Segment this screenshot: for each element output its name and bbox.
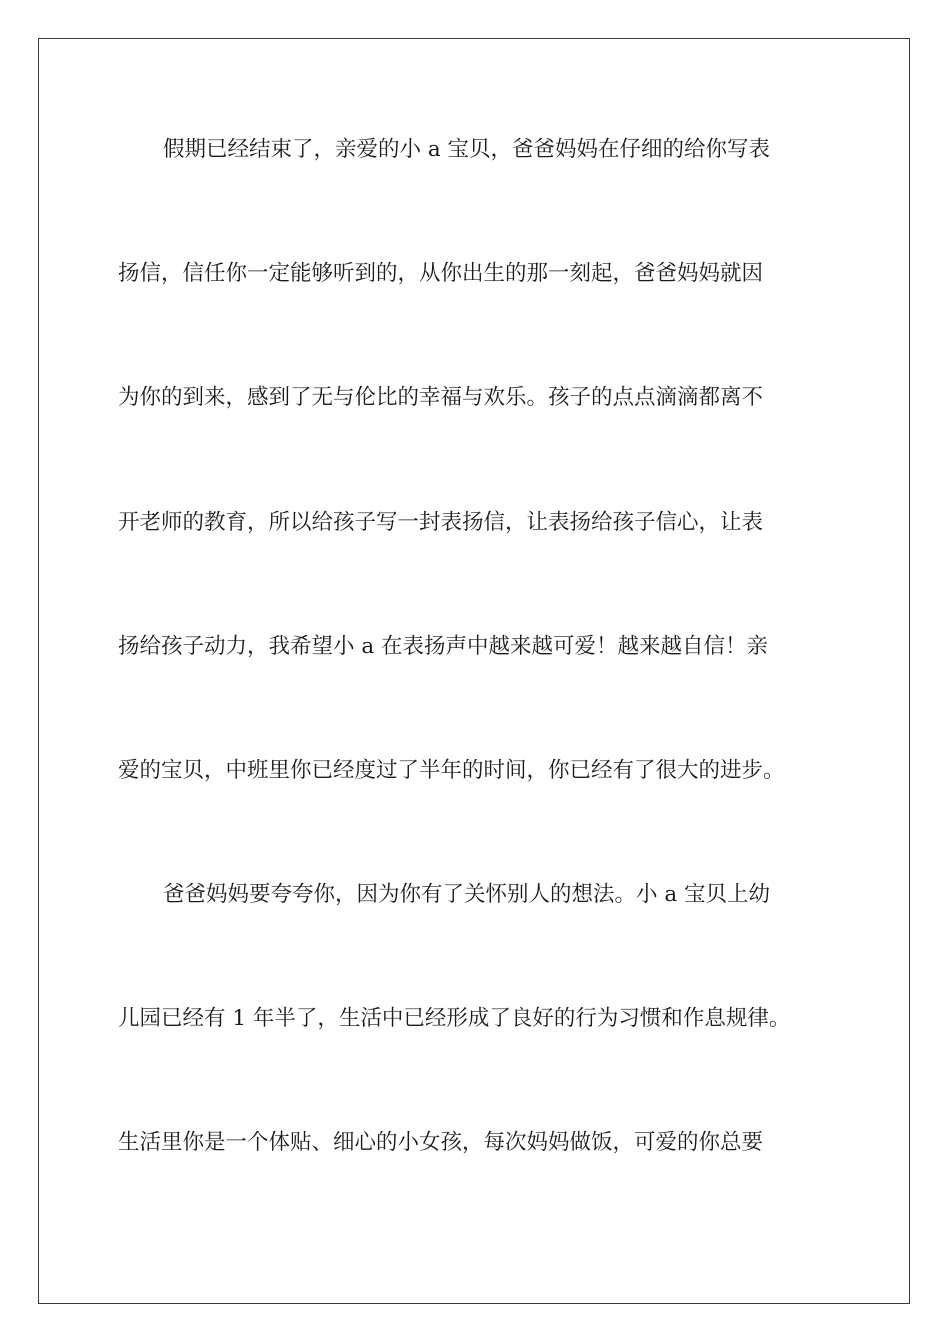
page-border [38,38,910,1304]
paragraph-2-line-3: 生活里你是一个体贴、细心的小女孩，每次妈妈做饭，可爱的你总要 [118,1130,764,1155]
paragraph-1-line-1: 假期已经结束了，亲爱的小 a 宝贝，爸爸妈妈在仔细的给你写表 [163,137,770,162]
paragraph-1-line-5: 扬给孩子动力，我希望小 a 在表扬声中越来越可爱！越来越自信！亲 [118,634,768,659]
paragraph-1-line-6: 爱的宝贝，中班里你已经度过了半年的时间，你已经有了很大的进步。 [118,758,785,783]
paragraph-2-line-2: 儿园已经有 1 年半了，生活中已经形成了良好的行为习惯和作息规律。 [118,1006,791,1031]
paragraph-1-line-2: 扬信，信任你一定能够听到的，从你出生的那一刻起，爸爸妈妈就因 [118,261,764,286]
paragraph-1-line-4: 开老师的教育，所以给孩子写一封表扬信，让表扬给孩子信心，让表 [118,510,764,535]
paragraph-2-line-1: 爸爸妈妈要夸夸你，因为你有了关怀别人的想法。小 a 宝贝上幼 [163,882,770,907]
paragraph-1-line-3: 为你的到来，感到了无与伦比的幸福与欢乐。孩子的点点滴滴都离不 [118,385,764,410]
